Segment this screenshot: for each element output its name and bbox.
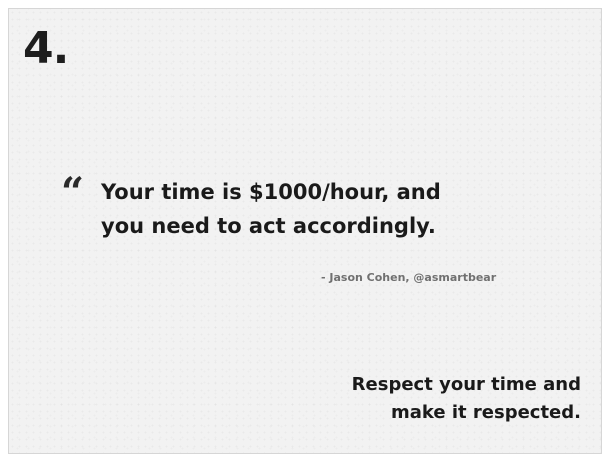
tagline — [261, 371, 581, 427]
quote-line-2: you need to act accordingly. — [101, 214, 436, 238]
tagline-line-2: make it respected. — [390, 402, 581, 423]
quote-mark-icon: “ — [61, 169, 85, 216]
slide-number: 4. — [23, 23, 69, 74]
quote-line-1: Your time is $1000/hour, and — [101, 180, 441, 204]
quote-attribution: - Jason Cohen, @asmartbear — [321, 271, 497, 284]
tagline-line-1: Respect your time and — [351, 374, 581, 395]
quote-text — [101, 175, 581, 243]
slide — [8, 8, 602, 454]
